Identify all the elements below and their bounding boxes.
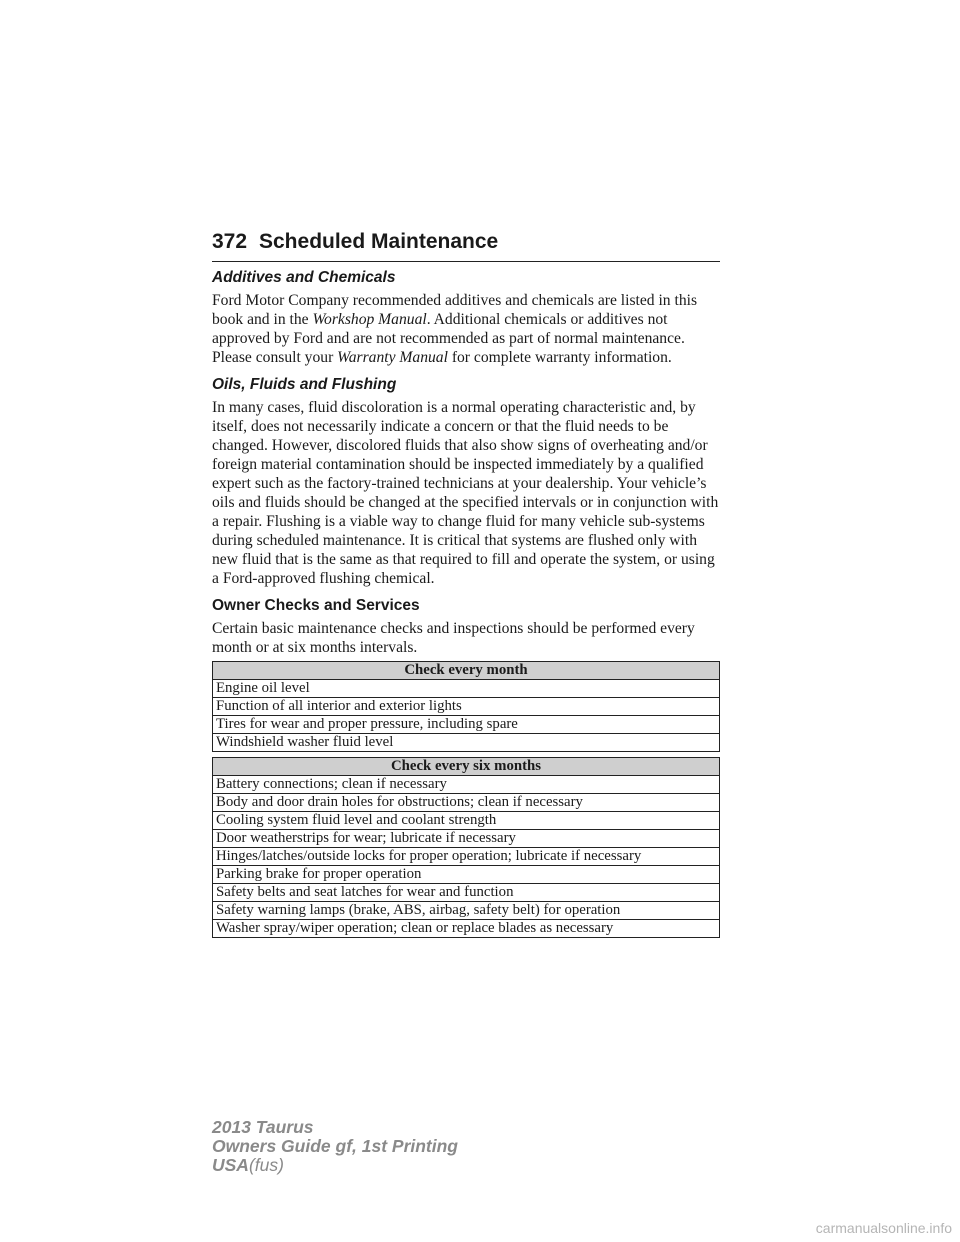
table-row: Cooling system fluid level and coolant strength	[213, 812, 720, 830]
page-footer	[212, 1118, 612, 1175]
footer-region-code: (fus)	[248, 1155, 284, 1175]
watermark-text: carmanualsonline.info	[815, 1220, 952, 1236]
page-content	[212, 268, 720, 938]
paragraph-owner-checks: Certain basic maintenance checks and inspections should be performed every month or at six months intervals.	[212, 620, 695, 656]
paragraph-oils: In many cases, fluid discoloration is a normal operating characteristic and, by itself, does not necessarily indicate a concern or that the fluid needs to be changed. However, discolored fluids that also show signs of overheating and/or foreign material contamination should be inspected immediately by a qualified expert such as the factory-trained technicians at your dealership. Your vehicle’s oils and fluids should be changed at the specified intervals or in conjunction with a repair. Flushing is a viable way to change fluid for many vehicle sub-systems during scheduled maintenance. It is critical that systems are flushed only with new fluid that is the same as that required to fill and operate the system, or using a Ford-approved flushing chemical.	[212, 399, 719, 587]
additives-text-3: for complete warranty information.	[447, 349, 672, 366]
heading-oils: Oils, Fluids and Flushing	[212, 376, 397, 393]
table-row: Tires for wear and proper pressure, including spare	[213, 716, 720, 734]
footer-region	[212, 1156, 612, 1175]
additives-text-2: . Additional chemicals or additives not approved by Ford and are not recommended as part of normal maintenance. Please consult your	[212, 311, 685, 366]
six-month-checks-table	[212, 757, 720, 938]
warranty-manual-ref: Warranty Manual	[337, 349, 448, 366]
footer-printing: Owners Guide gf, 1st Printing	[212, 1136, 458, 1156]
six-month-table-header: Check every six months	[213, 758, 720, 776]
table-row: Parking brake for proper operation	[213, 866, 720, 884]
monthly-checks-table	[212, 661, 720, 752]
table-row: Safety warning lamps (brake, ABS, airbag, safety belt) for operation	[213, 902, 720, 920]
table-row: Function of all interior and exterior lights	[213, 698, 720, 716]
table-row: Windshield washer fluid level	[213, 734, 720, 752]
monthly-table-header: Check every month	[213, 662, 720, 680]
table-row: Engine oil level	[213, 680, 720, 698]
footer-model: 2013 Taurus	[212, 1117, 314, 1137]
heading-owner-checks: Owner Checks and Services	[212, 597, 420, 614]
table-row: Body and door drain holes for obstructions; clean if necessary	[213, 794, 720, 812]
heading-additives: Additives and Chemicals	[212, 269, 396, 286]
additives-text-1: Ford Motor Company recommended additives and chemicals are listed in this book and in the	[212, 292, 698, 328]
section-title: Scheduled Maintenance	[259, 230, 499, 253]
table-row: Hinges/latches/outside locks for proper operation; lubricate if necessary	[213, 848, 720, 866]
table-row: Battery connections; clean if necessary	[213, 776, 720, 794]
page-number: 372	[212, 230, 248, 253]
table-row: Washer spray/wiper operation; clean or replace blades as necessary	[213, 920, 720, 938]
footer-region-main: USA	[212, 1155, 249, 1175]
paragraph-additives	[212, 291, 720, 367]
page-header	[212, 230, 720, 262]
table-row: Door weatherstrips for wear; lubricate if necessary	[213, 830, 720, 848]
workshop-manual-ref: Workshop Manual	[312, 311, 427, 328]
table-row: Safety belts and seat latches for wear and function	[213, 884, 720, 902]
